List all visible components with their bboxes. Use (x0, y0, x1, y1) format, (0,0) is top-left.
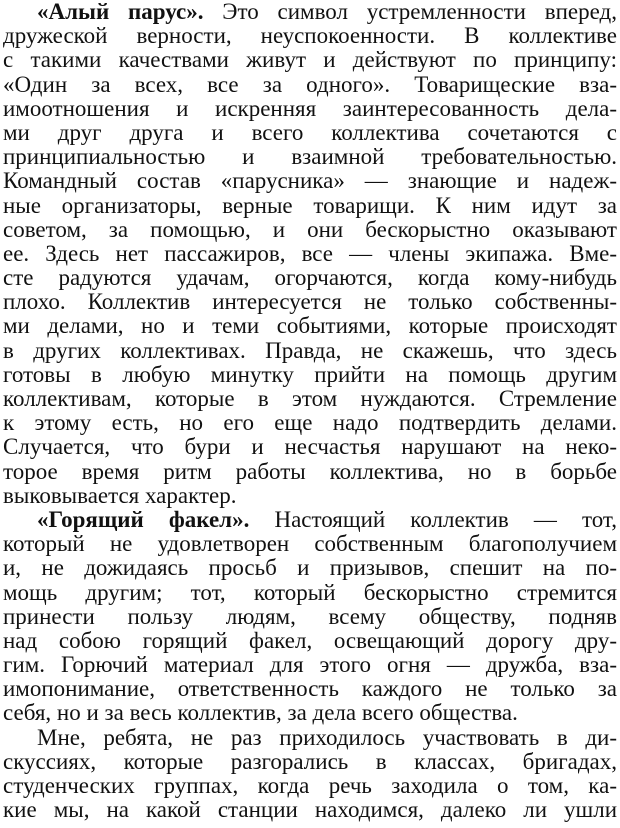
text-line: принципиальностью и взаимной требовательностью. (3, 144, 617, 170)
text-line: ми друг друга и всего коллектива сочетаются с (3, 119, 617, 145)
paragraph-goryashchiy-fakel (3, 508, 617, 726)
text-line: гим. Горючий материал для этого огня — дружба, вза- (3, 652, 617, 678)
text-line: который не удовлетворен собственным благополучием (3, 531, 617, 557)
text-line: скуссиях, которые разгорались в классах, бригадах, (3, 748, 617, 774)
text-line: плохо. Коллектив интересуется не только собственны- (3, 289, 617, 315)
paragraph-heading: «Алый парус». (37, 0, 204, 24)
text-line: мощь другим; тот, который бескорыстно стремится (3, 579, 617, 605)
text-line: «Алый парус». Это символ устремленности вперед, (37, 0, 617, 24)
text-line: готовы в любую минутку прийти на помощь другим (3, 361, 617, 387)
text-line: ее. Здесь нет пассажиров, все — члены экипажа. Вме- (3, 240, 617, 266)
document-page (3, 0, 617, 822)
text-line: к этому есть, но его еще надо подтвердить делами. (3, 410, 617, 436)
text-line: «Один за всех, все за одного». Товарищеские вза- (3, 71, 617, 97)
text-line: выковывается характер. (3, 482, 237, 508)
text-line: себя, но и за весь коллектив, за дела всего общества. (3, 700, 518, 726)
text-line: ные организаторы, верные товарищи. К ним идут за (3, 192, 617, 218)
text-line: Случается, что бури и несчастья нарушают на неко- (3, 434, 617, 460)
text-line: в других коллективах. Правда, не скажешь, что здесь (3, 337, 617, 363)
paragraph-heading: «Горящий факел». (37, 506, 250, 532)
text-line: сте радуются удачам, огорчаются, когда кому-нибудь (3, 265, 617, 291)
text-line: коллективам, которые в этом нуждаются. Стремление (3, 386, 617, 411)
text-line: с такими качествами живут и действуют по принципу: (3, 47, 617, 73)
text-line: и, не дожидаясь просьб и призывов, спешит на по- (3, 555, 617, 581)
text-line: над собою горящий факел, освещающий дорогу дру- (3, 627, 617, 653)
text-line: дружеской верности, неуспокоенности. В коллективе (3, 23, 617, 49)
text-line: студенческих группах, когда речь заходила о том, ка- (3, 773, 617, 798)
text-line: имоотношения и искренняя заинтересованность дела- (3, 95, 617, 121)
text-line: советом, за помощью, и они бескорыстно оказывают (3, 216, 617, 242)
paragraph-alyi-parus (3, 0, 617, 508)
text-line: «Горящий факел». Настоящий коллектив — тот, (37, 506, 617, 532)
text-line: принести пользу людям, всему обществу, подняв (3, 603, 617, 629)
text-line: Мне, ребята, не раз приходилось участвовать в ди- (37, 724, 617, 750)
text-line: кие мы, на какой станции находимся, далеко ли ушли (3, 797, 617, 823)
text-line: имопонимание, ответственность каждого не только за (3, 676, 617, 702)
text-line: торое время ритм работы коллектива, но в борьбе (3, 458, 617, 484)
text-line: Командный состав «парусника» — знающие и надеж- (3, 168, 617, 194)
text-line: ми делами, но и теми событиями, которые происходят (3, 313, 617, 339)
paragraph-discussions (3, 726, 617, 823)
